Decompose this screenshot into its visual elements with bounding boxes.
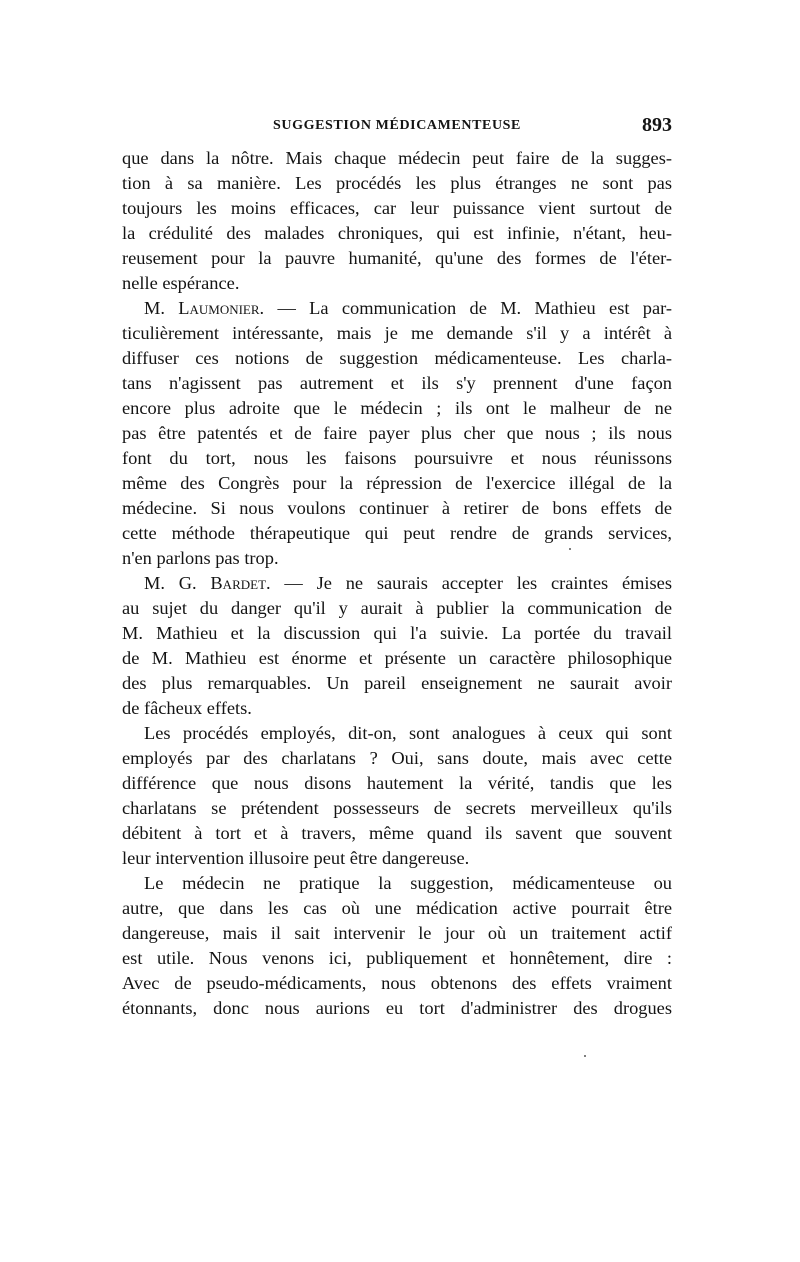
speaker-name: M. Laumonier.	[144, 298, 265, 318]
text-line: des plus remarquables. Un pareil enseignement ne saurait avoir	[122, 673, 672, 693]
text-line: médecine. Si nous voulons continuer à retirer de bons effets de	[122, 498, 672, 518]
text-line: charlatans se prétendent possesseurs de secrets merveilleux qu'ils	[122, 798, 672, 818]
running-head	[122, 114, 672, 144]
paragraph-5	[122, 871, 672, 1021]
text-line: différence que nous disons hautement la vérité, tandis que les	[122, 773, 672, 793]
text-line: même des Congrès pour la répression de l'exercice illégal de la	[122, 473, 672, 493]
text-line: ticulièrement intéressante, mais je me demande s'il y a intérêt à	[122, 323, 672, 343]
text-line: autre, que dans les cas où une médication active pourrait être	[122, 898, 672, 918]
text-line: tion à sa manière. Les procédés les plus étranges ne sont pas	[122, 173, 672, 193]
text-line: est utile. Nous venons ici, publiquement et honnêtement, dire :	[122, 948, 672, 968]
text-line: toujours les moins efficaces, car leur puissance vient surtout de	[122, 198, 672, 218]
text-line: au sujet du danger qu'il y aurait à publier la communication de	[122, 598, 672, 618]
text-line: M. Mathieu et la discussion qui l'a suivie. La portée du travail	[122, 623, 672, 643]
text-line	[122, 571, 672, 596]
line-text: — La communication de M. Mathieu est par-	[264, 298, 672, 318]
body-text	[122, 146, 672, 1021]
text-line: employés par des charlatans ? Oui, sans doute, mais avec cette	[122, 748, 672, 768]
text-line: Les procédés employés, dit-on, sont analogues à ceux qui sont	[144, 723, 672, 743]
text-line: cette méthode thérapeutique qui peut rendre de grands services,	[122, 523, 672, 543]
text-line: dangereuse, mais il sait intervenir le jour où un traitement actif	[122, 923, 672, 943]
page-number: 893	[642, 114, 672, 136]
text-line: Le médecin ne pratique la suggestion, médicamenteuse ou	[144, 873, 672, 893]
text-line: que dans la nôtre. Mais chaque médecin peut faire de la sugges-	[122, 148, 672, 168]
text-line: pas être patentés et de faire payer plus cher que nous ; ils nous	[122, 423, 672, 443]
text-line: font du tort, nous les faisons poursuivre et nous réunissons	[122, 448, 672, 468]
print-speck	[569, 548, 571, 550]
text-line: débitent à tort et à travers, même quand ils savent que souvent	[122, 823, 672, 843]
paragraph-1	[122, 146, 672, 296]
text-line: de fâcheux effets.	[122, 698, 252, 718]
text-line: n'en parlons pas trop.	[122, 548, 279, 568]
text-line: reusement pour la pauvre humanité, qu'une des formes de l'éter-	[122, 248, 672, 268]
text-line: la crédulité des malades chroniques, qui est infinie, n'étant, heu-	[122, 223, 672, 243]
paragraph-2	[122, 296, 672, 571]
text-line: Avec de pseudo-médicaments, nous obtenons des effets vraiment	[122, 973, 672, 993]
line-text: — Je ne saurais accepter les craintes émises	[270, 573, 672, 593]
running-title: SUGGESTION MÉDICAMENTEUSE	[273, 118, 521, 133]
text-line: diffuser ces notions de suggestion médicamenteuse. Les charla-	[122, 348, 672, 368]
text-line: de M. Mathieu est énorme et présente un caractère philosophique	[122, 648, 672, 668]
text-line: encore plus adroite que le médecin ; ils ont le malheur de ne	[122, 398, 672, 418]
paragraph-3	[122, 571, 672, 721]
text-line: étonnants, donc nous aurions eu tort d'administrer des drogues	[122, 998, 672, 1018]
text-line: nelle espérance.	[122, 273, 240, 293]
text-line: tans n'agissent pas autrement et ils s'y prennent d'une façon	[122, 373, 672, 393]
paragraph-4	[122, 721, 672, 871]
text-line: leur intervention illusoire peut être dangereuse.	[122, 848, 470, 868]
speaker-name: M. G. Bardet.	[144, 573, 271, 593]
print-speck	[584, 1055, 586, 1057]
text-line	[122, 296, 672, 321]
